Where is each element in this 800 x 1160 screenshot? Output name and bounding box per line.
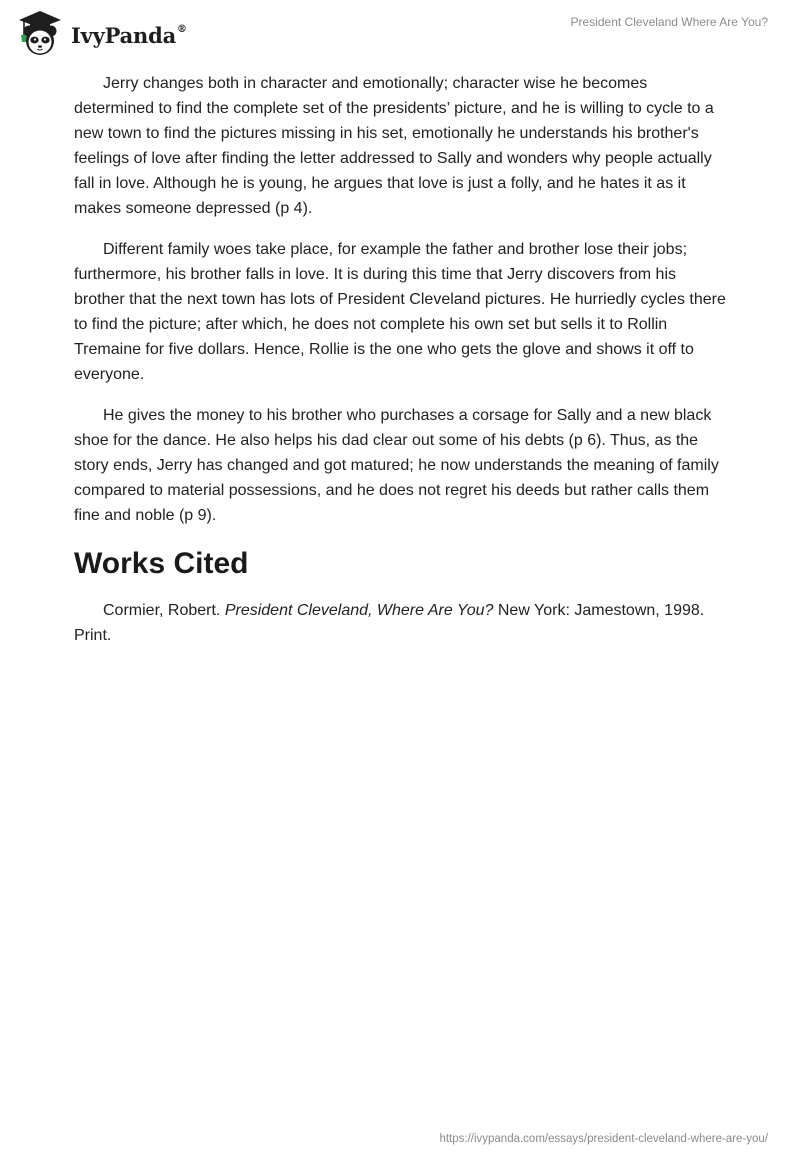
document-title: President Cleveland Where Are You? [570,15,768,29]
citation-publication: New York: Jamestown, 1998. Print. [74,602,705,644]
works-cited-heading: Works Cited [74,547,249,580]
citation-author: Cormier, Robert. [103,602,225,619]
source-url[interactable]: https://ivypanda.com/essays/president-cleveland-where-are-you/ [439,1133,768,1145]
logo-wordmark [71,23,187,48]
citation-entry [74,598,726,648]
body-paragraph: Jerry changes both in character and emotionally; character wise he becomes determined to find the complete set of the presidents’ picture, and he is willing to cycle to a new town to find the pictures missing in his set, emotionally he understands his brother's feelings of love after finding the letter addressed to Sally and wonders why people actually fall in love. Although he is young, he argues that love is just a folly, and he hates it as it makes someone depressed (p 4). [74,75,714,217]
page-header [0,0,800,64]
essay-content [74,71,726,664]
body-paragraph: He gives the money to his brother who purchases a corsage for Sally and a new black shoe for the dance. He also helps his dad clear out some of his debts (p 6). Thus, as the story ends, Jerry has changed and got matured; he now understands the meaning of family compared to material possessions, and he does not regret his deeds but rather calls them fine and noble (p 9). [74,407,719,524]
citation-title: President Cleveland, Where Are You? [224,602,494,619]
logo-name: IvyPanda [71,22,177,48]
registered-mark: ® [177,23,187,35]
ivypanda-logo[interactable] [14,9,187,59]
body-paragraph: Different family woes take place, for example the father and brother lose their jobs; furthermore, his brother falls in love. It is during this time that Jerry discovers from his brother that the next town has lots of President Cleveland pictures. He hurriedly cycles there to find the picture; after which, he does not complete his own set but sells it to Rollin Tremaine for five dollars. Hence, Rollie is the one who gets the glove and shows it off to everyone. [74,241,726,383]
panda-graduate-icon [14,9,66,59]
